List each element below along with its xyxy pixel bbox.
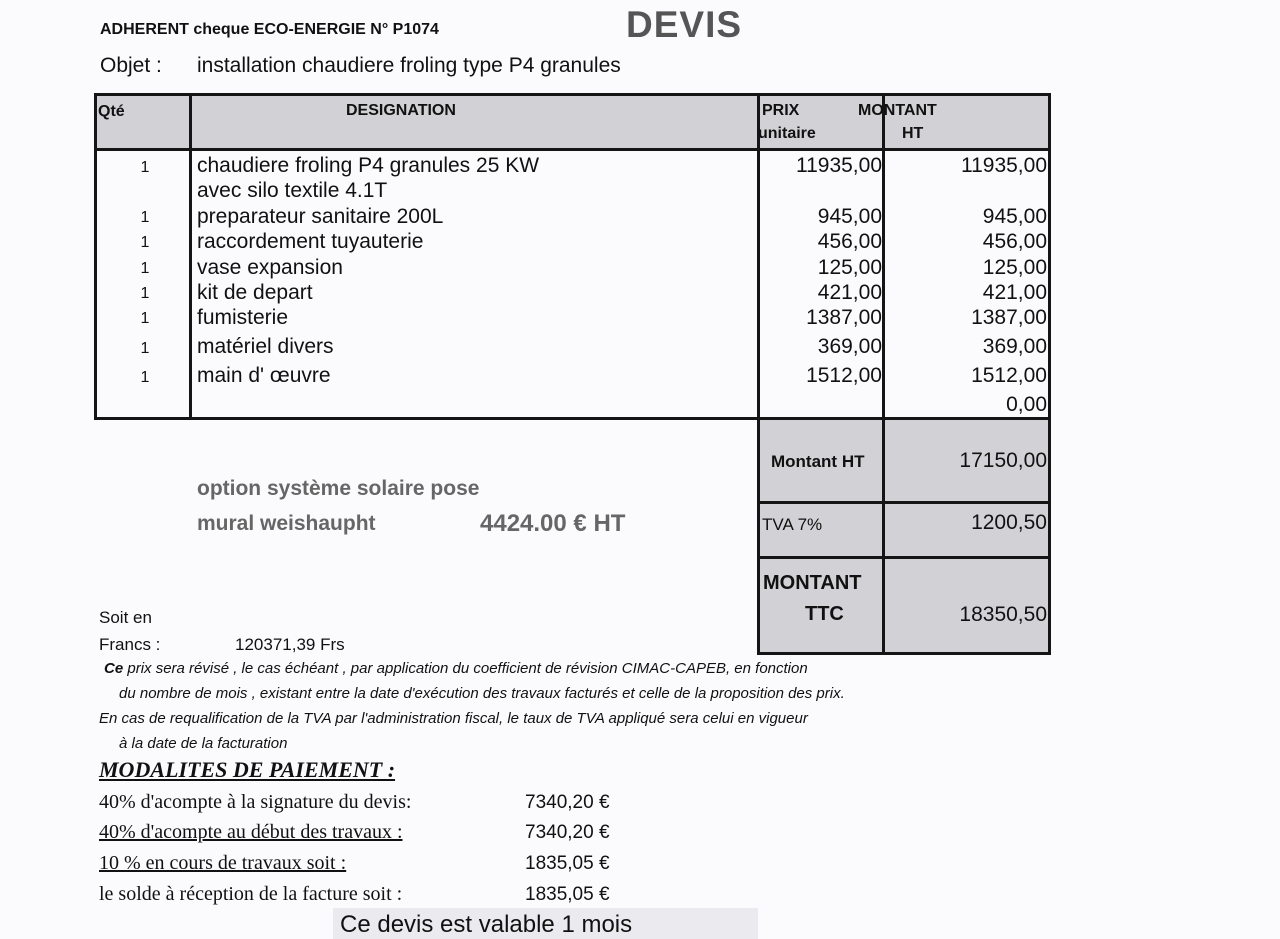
col-header-montant-ht: HT [902, 125, 924, 142]
tva-value: 1200,50 [971, 511, 1047, 534]
col-header-designation: DESIGNATION [346, 102, 456, 119]
payment-item-label: 10 % en cours de travaux soit : [99, 852, 347, 874]
payment-title: MODALITES DE PAIEMENT : [99, 757, 396, 782]
col-header-prix: PRIX [762, 102, 800, 119]
payment-item-label: le solde à réception de la facture soit : [99, 883, 403, 905]
col-header-montant: MONTANT [858, 102, 937, 119]
francs-value: 120371,39 Frs [235, 635, 345, 654]
option-price: 4424.00 € HT [480, 510, 626, 537]
total-ht-label: Montant HT [771, 452, 865, 471]
document-title: DEVIS [626, 4, 743, 45]
col-header-prix-unit: unitaire [758, 125, 816, 142]
note-line-3: En cas de requalification de la TVA par l'administration fiscal, le taux de TVA appliqué sera celui en vigueur [99, 710, 808, 727]
option-line-2: mural weishaupht [197, 512, 376, 535]
option-line-1: option système solaire pose [197, 477, 480, 500]
note-line-1: Ce prix sera révisé , le cas échéant , par application du coefficient de révision CIMAC-CAPEB, en fonction [104, 660, 808, 677]
payment-item-label: 40% d'acompte à la signature du devis: [99, 791, 412, 813]
ttc-label-line1: MONTANT [763, 572, 862, 594]
payment-item-value: 7340,20 € [525, 822, 610, 843]
validity-banner: Ce devis est valable 1 mois [333, 908, 758, 939]
payment-item-value: 7340,20 € [525, 792, 610, 813]
ttc-value: 18350,50 [959, 603, 1047, 626]
payment-item-label: 40% d'acompte au début des travaux : [99, 821, 403, 843]
payment-item-value: 1835,05 € [525, 884, 610, 905]
col-header-qty: Qté [98, 103, 125, 120]
francs-label-1: Soit en [99, 608, 152, 627]
note-line-4: à la date de la facturation [119, 735, 288, 752]
adherent-reference: ADHERENT cheque ECO-ENERGIE N° P1074 [100, 21, 439, 38]
note-line-2: du nombre de mois , existant entre la date d'exécution des travaux facturés et celle de la proposition des prix. [119, 685, 845, 702]
francs-label-2: Francs : [99, 635, 161, 654]
objet-label: Objet : [100, 54, 162, 77]
objet-text: installation chaudiere froling type P4 granules [197, 54, 621, 77]
ttc-label-line2: TTC [805, 603, 844, 625]
payment-item-value: 1835,05 € [525, 853, 610, 874]
total-ht-value: 17150,00 [959, 449, 1047, 472]
tva-label: TVA 7% [762, 515, 823, 534]
